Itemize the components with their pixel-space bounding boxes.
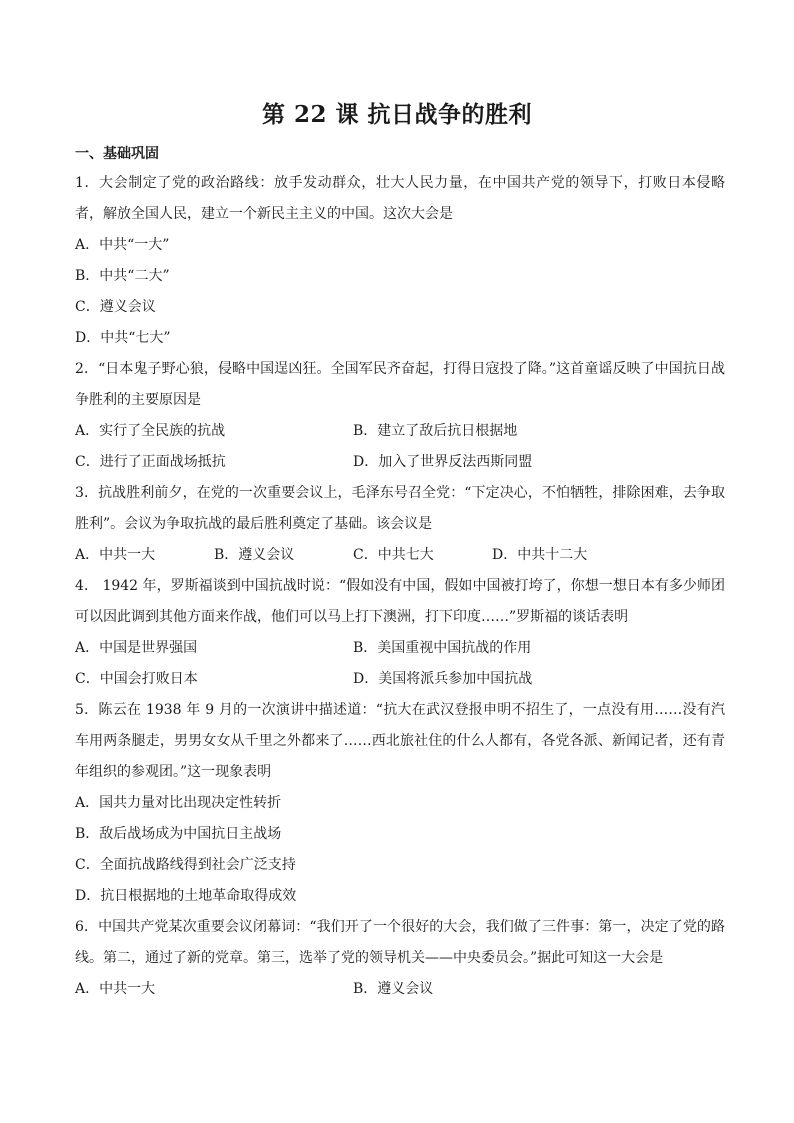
option-c: C．进行了正面战场抵抗 — [75, 454, 226, 470]
question-list — [75, 168, 725, 1005]
option-b: B．建立了敌后抗日根据地 — [353, 423, 518, 439]
option-c: C．全面抗战路线得到社会广泛支持 — [75, 857, 296, 873]
option-b: B．敌后战场成为中国抗日主战场 — [75, 826, 282, 842]
section-heading: 一、基础巩固 — [75, 146, 159, 162]
question-stem: 4． 1942 年，罗斯福谈到中国抗战时说：“假如没有中国，假如中国被打垮了，你想一想日本有多少师团可以因此调到其他方面来作战，他们可以马上打下澳洲，打下印度……”罗斯福的谈话表明 — [75, 578, 725, 625]
question-1 — [75, 168, 725, 354]
option-b: B．遵义会议 — [353, 981, 434, 997]
option-a: A．国共力量对比出现决定性转折 — [75, 795, 282, 811]
question-5 — [75, 695, 725, 912]
option-b: B．美国重视中国抗战的作用 — [353, 640, 532, 656]
option-a: A．中共“一大” — [75, 237, 170, 253]
question-stem: 1．大会制定了党的政治路线：放手发动群众，壮大人民力量，在中国共产党的领导下，打败日本侵略者，解放全国人民，建立一个新民主主义的中国。这次大会是 — [75, 175, 725, 222]
option-c: C．遵义会议 — [75, 299, 156, 315]
option-d: D．中共“七大” — [75, 330, 171, 346]
question-stem: 3．抗战胜利前夕，在党的一次重要会议上，毛泽东号召全党：“下定决心，不怕牺牲，排除困难，去争取胜利”。会议为争取抗战的最后胜利奠定了基础。该会议是 — [75, 485, 725, 532]
option-a: A．实行了全民族的抗战 — [75, 423, 226, 439]
question-4 — [75, 571, 725, 695]
option-d: D．美国将派兵参加中国抗战 — [353, 671, 533, 687]
option-b: B．中共“二大” — [75, 268, 170, 284]
option-b: B．遵义会议 — [214, 547, 295, 563]
option-a: A．中共一大 — [75, 547, 156, 563]
question-stem: 6．中国共产党某次重要会议闭幕词：“我们开了一个很好的大会，我们做了三件事：第一，决定了党的路线。第二，通过了新的党章。第三，选举了党的领导机关——中央委员会。”据此可知这一大会是 — [75, 919, 725, 966]
option-d: D．抗日根据地的土地革命取得成效 — [75, 888, 297, 904]
option-a: A．中国是世界强国 — [75, 640, 198, 656]
question-6 — [75, 912, 725, 1005]
question-3 — [75, 478, 725, 571]
question-stem: 5．陈云在 1938 年 9 月的一次演讲中描述道：“抗大在武汉登报申明不招生了，一点没有用……没有汽车用两条腿走，男男女女从千里之外都来了……西北旅社住的什么人都有，各党各派、新闻记者，还有青年组织的参观团。”这一现象表明 — [75, 702, 725, 780]
option-d: D．中共十二大 — [492, 547, 588, 563]
lesson-title: 第 22 课 抗日战争的胜利 — [261, 101, 533, 128]
option-c: C．中共七大 — [353, 547, 434, 563]
option-a: A．中共一大 — [75, 981, 156, 997]
question-stem: 2．“日本鬼子野心狼，侵略中国逞凶狂。全国军民齐奋起，打得日寇投了降。”这首童谣反映了中国抗日战争胜利的主要原因是 — [75, 361, 725, 408]
question-2 — [75, 354, 725, 478]
option-d: D．加入了世界反法西斯同盟 — [353, 454, 533, 470]
option-c: C．中国会打败日本 — [75, 671, 198, 687]
